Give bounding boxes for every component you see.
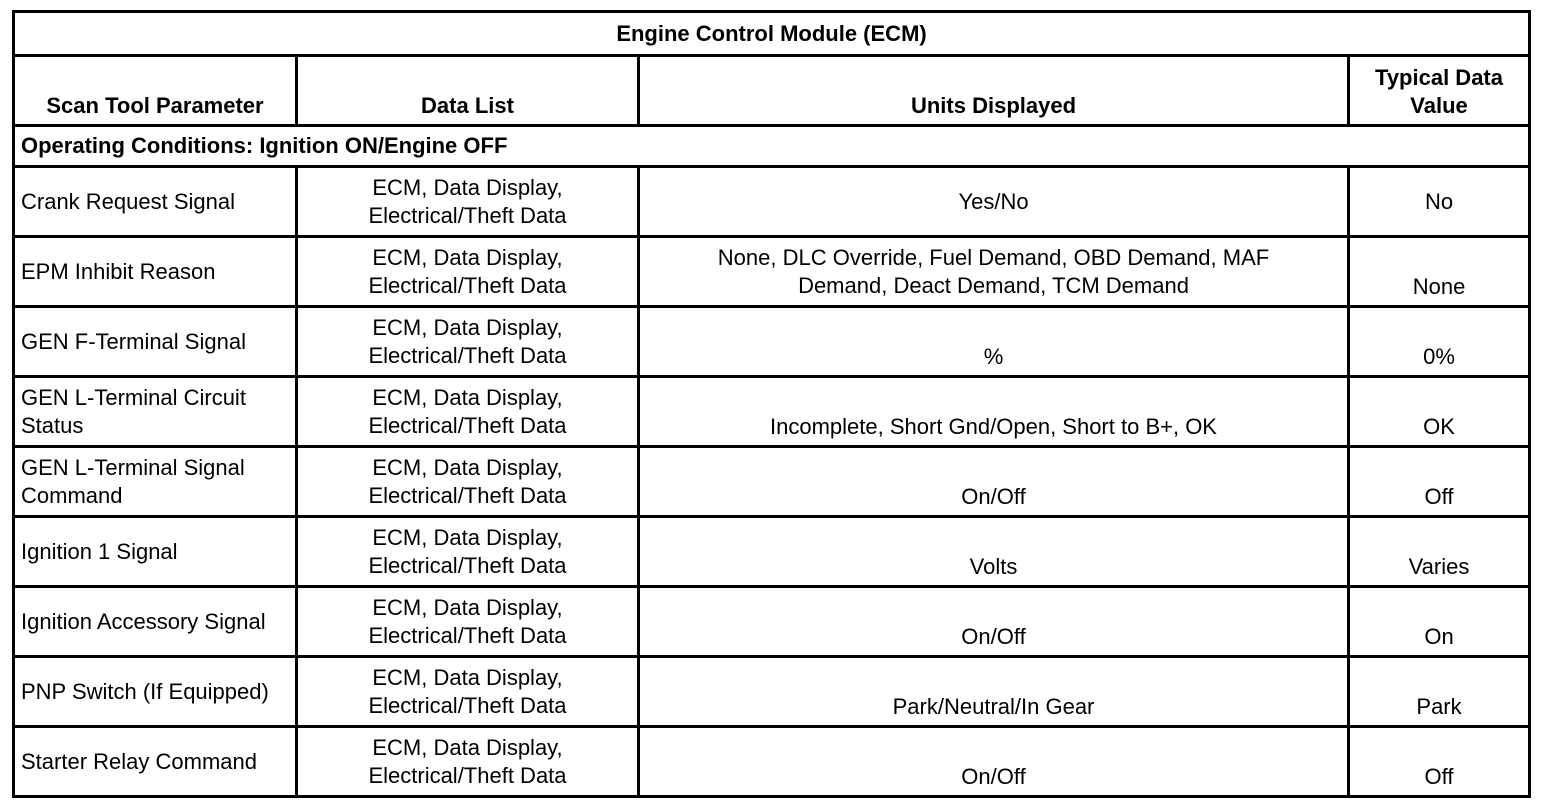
- typical-value-cell: None: [1349, 237, 1530, 307]
- parameter-cell: GEN L-Terminal Circuit Status: [14, 377, 297, 447]
- section-operating-conditions: Operating Conditions: Ignition ON/Engine OFF: [14, 126, 1530, 167]
- data-list-line: ECM, Data Display,: [372, 664, 563, 690]
- units-cell: Park/Neutral/In Gear: [639, 657, 1349, 727]
- typical-value-cell: OK: [1349, 377, 1530, 447]
- parameter-cell: EPM Inhibit Reason: [14, 237, 297, 307]
- typical-value-cell: 0%: [1349, 307, 1530, 377]
- data-list-line: ECM, Data Display,: [372, 454, 563, 480]
- units-cell: On/Off: [639, 587, 1349, 657]
- data-list-line: Electrical/Theft Data: [368, 482, 567, 508]
- data-list-line: Electrical/Theft Data: [368, 692, 567, 718]
- units-cell: Incomplete, Short Gnd/Open, Short to B+, OK: [639, 377, 1349, 447]
- data-list-cell: [297, 237, 639, 307]
- table-title: Engine Control Module (ECM): [14, 12, 1530, 56]
- typical-value-cell: Off: [1349, 727, 1530, 797]
- units-cell: Volts: [639, 517, 1349, 587]
- table-row: [14, 167, 1530, 237]
- data-list-cell: [297, 447, 639, 517]
- units-cell: On/Off: [639, 447, 1349, 517]
- typical-value-cell: On: [1349, 587, 1530, 657]
- table-row: [14, 447, 1530, 517]
- section-row: [14, 126, 1530, 167]
- header-units-displayed: Units Displayed: [639, 56, 1349, 126]
- typical-value-cell: Varies: [1349, 517, 1530, 587]
- parameter-cell: GEN F-Terminal Signal: [14, 307, 297, 377]
- data-list-line: ECM, Data Display,: [372, 314, 563, 340]
- parameter-cell: Ignition Accessory Signal: [14, 587, 297, 657]
- parameter-cell: Crank Request Signal: [14, 167, 297, 237]
- data-list-line: ECM, Data Display,: [372, 244, 563, 270]
- data-list-cell: [297, 587, 639, 657]
- header-data-list: Data List: [297, 56, 639, 126]
- typical-value-cell: Park: [1349, 657, 1530, 727]
- table-row: [14, 727, 1530, 797]
- data-list-line: ECM, Data Display,: [372, 524, 563, 550]
- data-list-line: ECM, Data Display,: [372, 174, 563, 200]
- table-header-row: [14, 56, 1530, 126]
- table-row: [14, 237, 1530, 307]
- header-scan-tool-parameter: Scan Tool Parameter: [14, 56, 297, 126]
- table-row: [14, 377, 1530, 447]
- data-list-cell: [297, 167, 639, 237]
- data-list-cell: [297, 377, 639, 447]
- table-row: [14, 657, 1530, 727]
- header-typical-data-value: Typical Data Value: [1349, 56, 1530, 126]
- data-list-cell: [297, 307, 639, 377]
- ecm-data-table: [12, 10, 1531, 798]
- data-list-line: Electrical/Theft Data: [368, 202, 567, 228]
- data-list-line: ECM, Data Display,: [372, 734, 563, 760]
- units-cell: %: [639, 307, 1349, 377]
- data-list-line: Electrical/Theft Data: [368, 412, 567, 438]
- units-cell: On/Off: [639, 727, 1349, 797]
- data-list-line: ECM, Data Display,: [372, 594, 563, 620]
- data-list-cell: [297, 727, 639, 797]
- data-list-line: Electrical/Theft Data: [368, 622, 567, 648]
- typical-value-cell: Off: [1349, 447, 1530, 517]
- parameter-cell: Ignition 1 Signal: [14, 517, 297, 587]
- table-row: [14, 517, 1530, 587]
- data-list-line: Electrical/Theft Data: [368, 552, 567, 578]
- typical-value-cell: No: [1349, 167, 1530, 237]
- units-cell: None, DLC Override, Fuel Demand, OBD Demand, MAF Demand, Deact Demand, TCM Demand: [639, 237, 1349, 307]
- data-list-cell: [297, 657, 639, 727]
- parameter-cell: Starter Relay Command: [14, 727, 297, 797]
- table-title-row: [14, 12, 1530, 56]
- data-list-line: Electrical/Theft Data: [368, 342, 567, 368]
- parameter-cell: GEN L-Terminal Signal Command: [14, 447, 297, 517]
- data-list-line: Electrical/Theft Data: [368, 272, 567, 298]
- units-cell: Yes/No: [639, 167, 1349, 237]
- table-row: [14, 587, 1530, 657]
- data-list-line: Electrical/Theft Data: [368, 762, 567, 788]
- data-list-cell: [297, 517, 639, 587]
- parameter-cell: PNP Switch (If Equipped): [14, 657, 297, 727]
- data-list-line: ECM, Data Display,: [372, 384, 563, 410]
- table-row: [14, 307, 1530, 377]
